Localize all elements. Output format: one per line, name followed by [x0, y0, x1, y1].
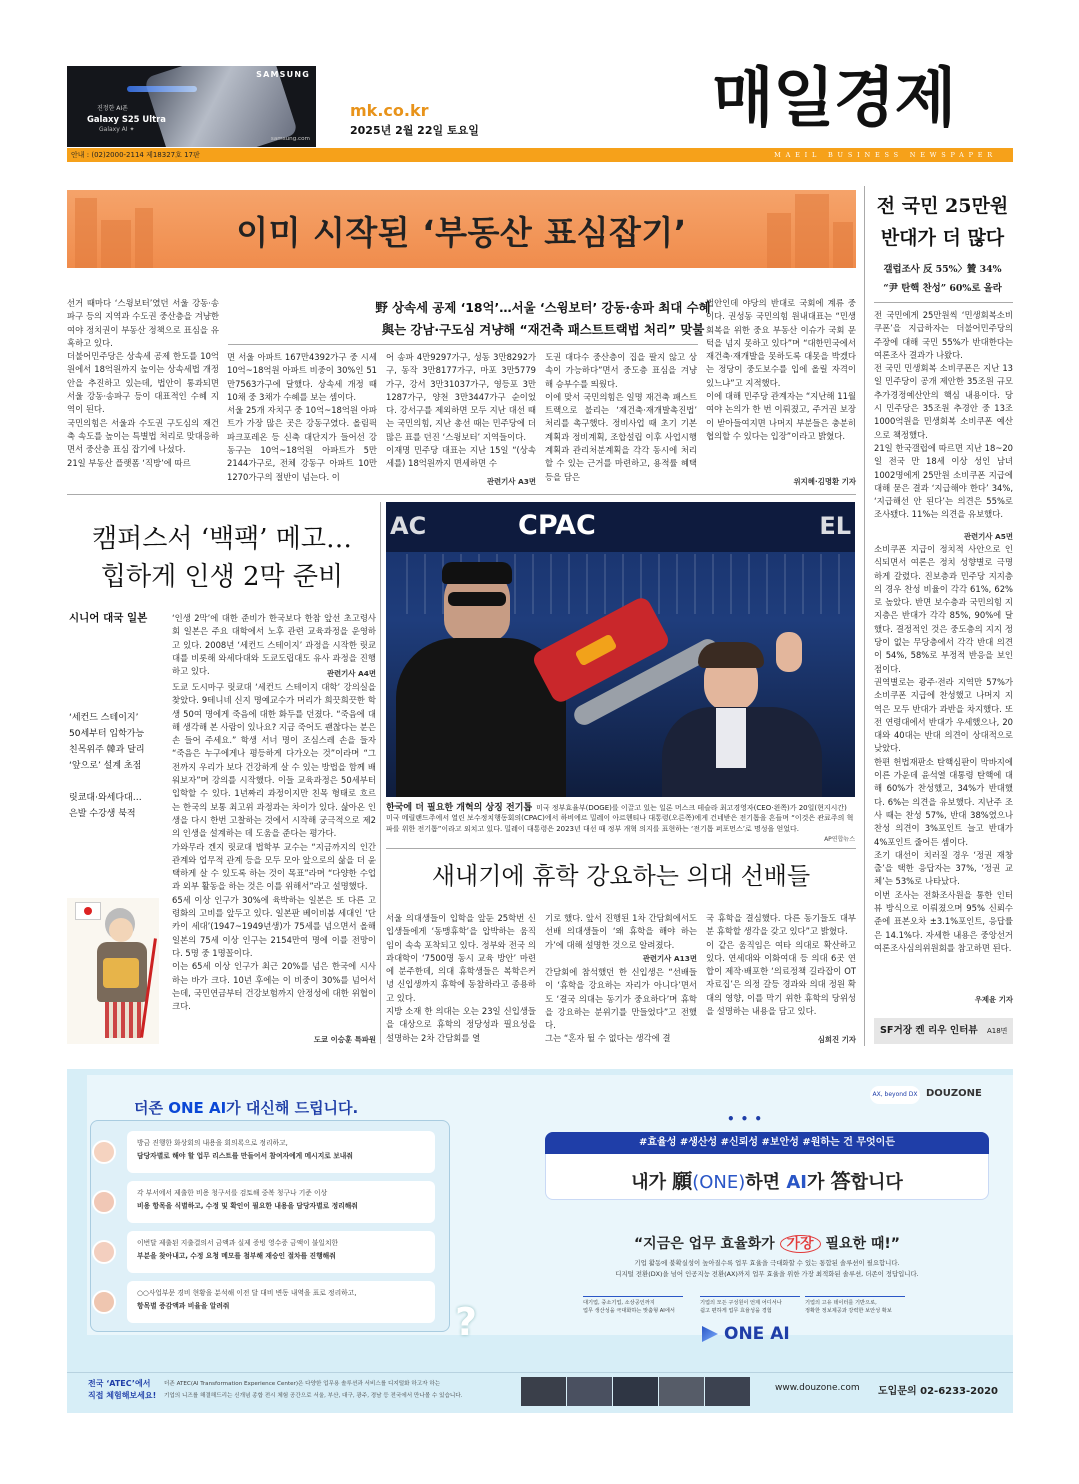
quote-part: “지금은 업무 효율화가: [633, 1236, 780, 1252]
footer-mid-line: 기업의 니즈를 해결해드리는 신개념 종합 전시 체험 공간으로 서울, 부산, 대구, 광주, 경남 등 전국에서 만나볼 수 있습니다.: [164, 1393, 463, 1399]
ad-line1: 진정한 AI폰: [97, 105, 128, 112]
glow-line: [127, 86, 197, 92]
stage-text: CPAC: [518, 510, 596, 541]
chat-bubble: [127, 1231, 435, 1273]
lead-headline[interactable]: 이미 시작된 ‘부동산 표심잡기’: [236, 213, 687, 252]
center-photo: [659, 1377, 704, 1406]
bubble-line: 방금 진행한 화상회의 내용을 회의록으로 정리하고,: [137, 1139, 288, 1147]
photo-credit: AP연합뉴스: [824, 836, 855, 843]
bubble-line: 담당자별로 해야 할 업무 리스트를 만들어서 참여자에게 메시지로 보내줘: [137, 1152, 353, 1160]
ad-desc: [545, 1258, 989, 1280]
footer-left-line: 전국 ‘ATEC’에서: [88, 1379, 151, 1388]
side3-line: 은발 수강생 북적: [69, 809, 136, 819]
footer-left-line: 직접 체험해보세요!: [88, 1391, 157, 1400]
ad-title-pre: 더존: [134, 1099, 169, 1117]
slogan-part: 가: [806, 1172, 831, 1193]
right-byline: 우제윤 기자: [974, 995, 1013, 1004]
caption-title: 한국에 더 필요한 개혁의 상징 전기톱: [386, 803, 533, 813]
lead-col3: 어 송파 4만9297가구, 성동 3만8292가구, 동작 3만8177가구, 마포 3만5779가구, 강서 3만31037가구, 영등포 3만1287가구, 양천 3만3447가구 순이었다. 강서구를 제외하면 모두 지난 대선 때는 국민의힘, 지난 총선 때는 민주당에 더 많은 표를 던진 ‘스윙보터’ 지역들이다. 이재명 민주당 대표는 지난 15일 “(상속세를) 18억원까지 면세하면 수: [386, 352, 536, 469]
center-photo: [705, 1377, 750, 1406]
lead-sub1: 野 상속세 공제 ‘18억’…서울 ‘스윙보터’ 강동·송파 최대 수혜: [375, 300, 711, 315]
right-sub1: 갤럽조사 反 55%〉贊 34%: [883, 264, 1002, 275]
stage-text-right: EL: [819, 512, 851, 540]
ad-title-post: 가 대신해 드립니다.: [226, 1099, 359, 1117]
backpack-icon: [103, 958, 139, 988]
caption-text: 미국 정부효율부(DOGE)를 이끌고 있는 일론 머스크 테슬라 최고경영자(CEO·왼쪽)가 20일(현지시간) 미국 메릴랜드주에서 열린 보수정치행동회의(CPAC)에서 하비에르 밀레이 아르헨티나 대통령(오른쪽)에게 건네받은 전기톱을 흔들며 “이것은 관료주의 혁파를 위한 전기톱”이라고 외치고 있다. 밀레이 대통령은 2023년 대선 때 정부 개혁 의지를 표현하는 ‘전기톱 퍼포먼스’로 명성을 얻었다.: [386, 804, 854, 833]
ad-footer-left: [88, 1378, 156, 1402]
slogan-part: 내가: [631, 1172, 673, 1193]
side2-line: ‘세컨드 스테이지’: [69, 713, 139, 723]
ad-footer-mid: [164, 1378, 514, 1402]
lead-ref[interactable]: 관련기사 A3면: [486, 477, 536, 486]
right-sub2: “尹 탄핵 찬성” 60%로 올라: [883, 283, 1002, 294]
user-avatar: [92, 1140, 116, 1164]
chat-bubble: [127, 1281, 435, 1323]
right-body2: 소비쿠폰 지급이 정치적 사안으로 인식되면서 여론은 정치 성향별로 극명하게 갈렸다. 진보층과 민주당 지지층의 경우 찬성 비율이 각각 61%, 62%로 높았다. 반면 보수층과 국민의힘 지지층은 반대가 각각 85%, 90%에 달했다. 결정적인 것은 중도층의 지지 정당이 없는 무당층에서 각각 반대 의견이 54%, 58%로 부정적 반응을 보인 점이다. 권역별로는 광주·전라 지역만 57%가 소비쿠폰 지급에 찬성했고 나머지 지역은 모두 반대가 과반을 차지했다. 또 전 연령대에서 반대가 우세했으나, 20대와 40대는 반대 의견이 상대적으로 낮았다. 한편 헌법재판소 탄핵심판이 막바지에 이른 가운데 윤석열 대통령 탄핵에 대해 60%가 찬성했고, 34%가 반대했다. 6%는 의견을 유보했다. 지난주 조사 때는 찬성 57%, 반대 38%였으나 찬성 의견이 3%포인트 늘고 반대가 4%포인트 줄어든 셈이다. 조기 대선이 치러질 경우 ‘정권 재창출’을 택한 응답자는 37%, ‘정권 교체’는 53%로 나타났다. 이번 조사는 전화조사원을 통한 인터뷰 방식으로 이뤄졌으며 95% 신뢰수준에 표본오차 ±3.1%포인트, 응답률은 14.1%다. 자세한 내용은 중앙선거여론조사심의위원회를 참고하면 된다.: [874, 544, 1013, 953]
bubble-line: 이번달 제출된 지출결의서 금액과 실제 증빙 영수증 금액이 불일치한: [137, 1239, 339, 1247]
japan-flag-icon: [75, 902, 101, 920]
user-avatar: [92, 1240, 116, 1264]
bubble-line: 항목별 증감액과 비율을 알려줘: [137, 1302, 230, 1310]
ad-footer-rule: [67, 1372, 1013, 1373]
samsung-logo: SAMSUNG: [256, 70, 310, 79]
chip-line: 기업의 고유 데이터를 기반으로,: [805, 1300, 877, 1306]
bubble-line: 비용 항목을 식별하고, 수정 및 확인이 필요한 내용을 담당자별로 정리해줘: [137, 1202, 358, 1210]
campus-headline[interactable]: [67, 520, 377, 596]
feature-chip: [700, 1296, 800, 1318]
campus-byline: 도쿄 이승훈 특파원: [313, 1035, 376, 1044]
medical-byline: 심희진 기자: [817, 1035, 856, 1044]
slogan-part: 하면: [745, 1172, 787, 1193]
section-rule: [386, 848, 856, 849]
stage-banner: [386, 502, 855, 552]
quote-part: 가장: [780, 1235, 821, 1253]
side2-line: ‘앞으로’ 설계 초점: [69, 761, 142, 771]
user-avatar: [92, 1290, 116, 1314]
campus-side1: 시니어 대국 일본: [69, 612, 148, 624]
lead-col5: 법안인데 야당의 반대로 국회에 계류 중이다. 권성동 국민의힘 원내대표는 “민생 회복을 위한 중요 부동산 이슈가 국회 문턱을 넘지 못하고 있다”며 “대한민국에서 재건축·재개발을 못하도록 대못을 박겠다는 정당이 중도보수를 입에 올릴 자격이 있느냐”고 지적했다. 이에 대해 민주당 관계자는 “지난해 11월 여야 논의가 한 번 이뤄졌고, 주거권 보장이 받아들여지면 나머지 부분들은 충분히 협의할 수 있다는 입장”이라고 밝혔다.: [706, 298, 856, 441]
info-contact: 안내 : (02)2000-2114 제18327호 17판: [71, 151, 200, 159]
medical-ref[interactable]: 관련기사 A13면: [642, 954, 697, 963]
right-ref[interactable]: 관련기사 A5면: [963, 532, 1013, 541]
dots-icon: •••: [727, 1112, 769, 1126]
right-rule: [874, 302, 1013, 303]
desc-line: 디지털 전환(DX)을 넘어 인공지능 전환(AX)까지 업무 효율을 위한 가장 최적화된 솔루션, 더존이 정답입니다.: [615, 1270, 919, 1278]
sunglasses-icon: [448, 592, 506, 606]
campus-headline1: 캠퍼스서 ‘백팩’ 메고…: [92, 524, 352, 554]
lead-byline: 위지혜·김명환 기자: [793, 477, 856, 486]
center-photo: [567, 1377, 612, 1406]
ad-site: samsung.com: [270, 136, 310, 142]
masthead: 매일경제: [712, 62, 956, 136]
stage-text-left: AC: [390, 512, 427, 540]
info-bar: [67, 148, 1013, 162]
ad-line3: Galaxy AI ✦: [99, 126, 135, 133]
ad-line2: Galaxy S25 Ultra: [87, 114, 166, 124]
campus-side3: [69, 790, 164, 822]
lead-banner: [67, 190, 856, 268]
chip-line: 정확한 정보제공과 강력한 보안성 확보: [805, 1308, 892, 1314]
right-headline[interactable]: 전 국민 25만원 반대가 더 많다: [876, 195, 1009, 249]
medical-col3: 국 휴학을 결심했다. 다른 동기들도 대부분 휴학할 생각을 갖고 있다”고 밝혔다. 이 같은 움직임은 여타 의대로 확산하고 있다. 연세대와 이화여대 등 의대 6곳 연합이 제작·배포한 ‘의료정책 길라잡이 OT 자료집’은 의정 갈등 경과와 의대 정원 확대의 영향, 이를 막기 위한 휴학의 당위성을 설명하는 내용을 담고 있다.: [706, 913, 856, 1017]
chip-line: 대기업, 중소기업, 소상공인까지: [583, 1300, 655, 1306]
chip-line: 업무 생산성을 극대화하는 맞춤형 AI에서: [583, 1308, 675, 1314]
campus-ref[interactable]: 관련기사 A4면: [326, 669, 376, 678]
medical-headline[interactable]: 새내기에 휴학 강요하는 의대 선배들: [431, 862, 811, 890]
hashtags: #효율성 #생산성 #신뢰성 #보안성 #원하는 건 무엇이든: [545, 1132, 989, 1154]
medical-col2b: 간담회에 참석했던 한 신입생은 “선배들이 ‘휴학을 강요하는 자리가 아니다’면서도 ‘결국 의대는 동기가 중요하다’며 휴학을 강요하는 분위기를 만들었다”고 전했다. 그는 “혼자 뒬 수 없다는 생각에 결: [545, 967, 697, 1044]
shirt-shape: [716, 708, 746, 768]
raised-fist-icon: [776, 632, 802, 672]
ax-badge: AX, beyond DX: [870, 1086, 920, 1104]
slogan-part: 願: [672, 1169, 693, 1193]
side2-line: 친목위주 韓과 달리: [69, 745, 145, 755]
lead-sub2: 與는 강남·구도심 겨냥해 “재건축 패스트트랙법 처리” 맞불: [381, 322, 705, 337]
ad-site[interactable]: www.douzone.com: [775, 1383, 860, 1393]
quote-part: 필요한 때!”: [820, 1236, 901, 1252]
ad-quote: [545, 1233, 989, 1253]
medical-col1: 서울 의대생들이 입학을 앞둔 25학번 신입생들에게 ‘동맹휴학’을 압박하는 움직임이 속속 포착되고 있다. 정부와 전국 의과대학이 ‘7500명 동시 교육 방안’ 마련에 분주한데, 의대 휴학생들은 복학은커녕 신입생까지 휴학에 동참하라고 종용하고 있다. 지방 소재 한 의대는 오는 23일 신입생들을 대상으로 휴학의 정당성과 필요성을 설명하는 2차 간담회를 열: [386, 913, 536, 1043]
issue-date: 2025년 2월 22일 토요일: [350, 124, 479, 137]
chip-line: 기업의 모든 구성원이 언제 어디서나: [700, 1300, 782, 1306]
subhead-rule: [228, 344, 698, 345]
chat-bubble: [127, 1181, 435, 1223]
lead-col2: 면 서울 아파트 167만4392가구 중 시세 10억~18억원 아파트 비중이 30%인 51만7563가구에 달했다. 상속세 개정 때 10채 중 3채가 수혜를 보는 셈이다. 서울 25개 자치구 중 10억~18억원 아파트가 가장 많은 곳은 강동구였다. 올림픽파크포레온 등 신축 대단지가 들어선 강동구는 10억~18억원 아파트가 5만2144가구로, 전체 강동구 아파트 10만1270가구의 절반이 넘는다. 이: [227, 352, 377, 482]
skirt-shape: [105, 1002, 143, 1038]
teaser-page: A18면: [986, 1027, 1008, 1035]
desc-line: 기업 활동에 불확실성이 높아질수록 업무 효율을 극대화할 수 있는 통합된 솔루션이 필요합니다.: [634, 1259, 900, 1267]
teaser-title: SF거장 켄 리우 인터뷰: [880, 1025, 978, 1036]
ad-title: [134, 1097, 358, 1118]
slogan-part: 합니다: [850, 1172, 903, 1193]
footer-mid-line: 더존 ATEC(AI Transformation Experience Center)은 다양한 업무용 솔루션과 서비스를 디지털화 하고자 하는: [164, 1381, 441, 1387]
right-body1: 전 국민에게 25만원씩 ‘민생회복소비쿠폰’을 지급하자는 더불어민주당의 주장에 대해 국민 55%가 반대한다는 여론조사 결과가 나왔다. 전 국민 민생회복 소비쿠폰은 지난 13일 민주당이 공개 제안한 35조원 규모 추가경정예산안의 핵심 내용이다. 당시 민주당은 35조원 추경안 중 13조1000억원을 민생회복 소비쿠폰 예산으로 책정했다. 21일 한국갤럽에 따르면 지난 18~20일 전국 만 18세 이상 성인 남녀 1002명에게 25만원 소비쿠폰 지급에 대해 묻은 결과 ‘지급해야 한다’ 34%, ‘지급해선 안 된다’는 의견은 55%로 조사됐다. 11%는 의견을 유보했다.: [874, 310, 1013, 520]
section-rule: [67, 494, 856, 495]
chip-line: 쉽고 편하게 업무 효율성을 경험: [700, 1308, 772, 1314]
bubble-line: 각 부서에서 제출한 비용 청구서를 검토해 중복 청구나 기준 이상: [137, 1189, 328, 1197]
column-divider: [380, 502, 381, 1044]
medical-col2: 기로 했다. 앞서 진행된 1차 간담회에서도 선배 의대생들이 ‘왜 휴학을 해야 하는가’에 대해 설명한 것으로 알려졌다.: [545, 913, 697, 950]
center-photo: [613, 1377, 658, 1406]
campus-body1: ‘인생 2막’에 대한 준비가 한국보다 한참 앞선 초고령사회 일본은 주요 대학에서 노후 관련 교육과정을 운영하고 있다. 2008년 ‘세컨드 스테이지’ 과정을 시작한 릿쿄대를 비롯해 와세다대와 도쿄도립대도 유사 과정을 진행하고 있다.: [172, 613, 376, 677]
cap-shape: [442, 562, 512, 584]
side2-line: 50세부터 입학가능: [69, 729, 145, 739]
samsung-ad[interactable]: [67, 66, 316, 147]
douzone-logo[interactable]: DOUZONE: [926, 1088, 982, 1099]
chat-bubble: [127, 1131, 435, 1173]
lead-col1: 선거 때마다 ‘스윙보터’였던 서울 강동·송파구 등의 지역과 수도권 중산층을 겨냥한 여야 정치권이 부동산 정책으로 표심을 유혹하고 있다. 더불어민주당은 상속세 공제 한도를 10억원에서 18억원까지 높이는 상속세법 개정안을 추진하고 있는데, 법안이 통과되면 서울 강동·송파구 등이 대표적인 수혜 지역이 된다. 국민의힘은 서울과 수도권 구도심의 재건축 속도를 높이는 특별법 처리로 맞대응하면서 중산층 표심 잡기에 나섰다. 21일 부동산 플랫폼 ‘직방’에 따르: [67, 298, 219, 468]
lead-col4: 도권 대다수 중산층이 집을 팔지 않고 상속이 가능하다”면서 중도층 표심을 겨냥해 승부수를 띄웠다. 이에 맞서 국민의힘은 일명 재건축 패스트트랙으로 불리는 ‘재건축·재개발촉진법’ 처리를 촉구했다. 정비사업 때 초기 기본계획과 정비계획, 조합설립 이후 사업시행계획과 관리처분계획을 각각 동시에 처리할 수 있는 근거를 마련하고, 용적률 혜택 등을 담은: [545, 352, 697, 482]
campus-headline2: 힙하게 인생 2막 준비: [100, 562, 344, 592]
face-shape: [109, 918, 133, 942]
user-avatar: [92, 1190, 116, 1214]
feature-chip: [583, 1296, 683, 1318]
hair-shape: [698, 642, 764, 668]
cpac-photo[interactable]: [386, 502, 855, 797]
campus-body2: 도쿄 도시마구 릿쿄대 ‘세컨드 스테이지 대학’ 강의실을 찾았다. 9테니네 신지 명예교수가 머리가 희끗희끗한 학생 50여 명에게 죽음에 대한 화두를 던졌다. “죽음에 대해 생각해 본 사람이 있나요? 지금 죽어도 괜찮다는 분은 손 들어 주세요.” 학생 서너 명이 조심스레 손을 들자 “죽음은 누구에게나 평등하게 다가오는 것”이라며 “그전까지 우리가 보다 건강하게 살 수 있는 방법을 함께 배워보자”며 강의를 시작했다. 이들 교육과정은 50세부터 입학할 수 있다. 1년짜리 과정이지만 친목 형태로 흐르는 한국의 보통 최고위 과정과는 차이가 있다. 삶아온 인생을 다시 한번 고찰하는 것에서 시작해 궁극적으로 제2의 인생을 설계하는 데 도움을 준다는 평가다. 가와무라 겐지 릿쿄대 법학부 교수는 “지금까지의 인간관계와 업무적 관계 등을 모두 모아 앞으로의 삶을 더 윤택하게 살 수 있도록 하는 것이 목표”라며 “다양한 수업과 외부 활동을 하는 것은 이를 위해서”라고 설명했다. 65세 이상 인구가 30%에 육박하는 일본은 또 다른 고령화의 고비를 앞두고 있다. 일본판 베이비붐 세대인 ‘단카이 세대’(1947~1949년생)가 75세를 넘으면서 올해 일본의 75세 이상 인구는 2154만여 명에 이를 전망이다. 5명 중 1명꼴이다. 이는 65세 이상 인구가 최근 20%를 넘은 한국에 시사하는 바가 크다. 10년 후에는 이 비중이 30%를 넘어서는데, 국민연금부터 건강보험까지 안정성에 대한 위협이 크다.: [172, 682, 376, 1012]
product-name[interactable]: ONE AI: [724, 1324, 790, 1344]
info-paper-name: MAEIL BUSINESS NEWSPAPER: [774, 151, 997, 159]
bubble-line: ○○사업부문 경비 현황을 분석해 이전 달 대비 변동 내역을 표로 정리하고,: [137, 1289, 357, 1297]
ad-title-em: ONE AI: [168, 1099, 227, 1117]
center-photo: [521, 1377, 566, 1406]
right-subheads: [872, 260, 1013, 298]
slogan-part: (ONE): [692, 1172, 746, 1193]
senior-illustration: [67, 898, 159, 1044]
slogan-part: 答: [830, 1169, 851, 1193]
column-divider: [864, 186, 865, 1046]
feature-chip: [805, 1296, 905, 1318]
side3-line: 릿쿄대·와세다대…: [69, 793, 142, 803]
site-url[interactable]: mk.co.kr: [350, 101, 429, 120]
slogan: [545, 1165, 989, 1194]
question-mark-icon: ?: [455, 1300, 478, 1344]
right-teaser[interactable]: [874, 1018, 1013, 1044]
ad-phone[interactable]: 도입문의 02-6233-2020: [878, 1386, 999, 1397]
bubble-line: 부분을 찾아내고, 수정 요청 메모를 첨부해 재승인 절차를 진행해줘: [137, 1252, 336, 1260]
slogan-part: AI: [786, 1172, 807, 1193]
campus-side2: [69, 710, 164, 774]
